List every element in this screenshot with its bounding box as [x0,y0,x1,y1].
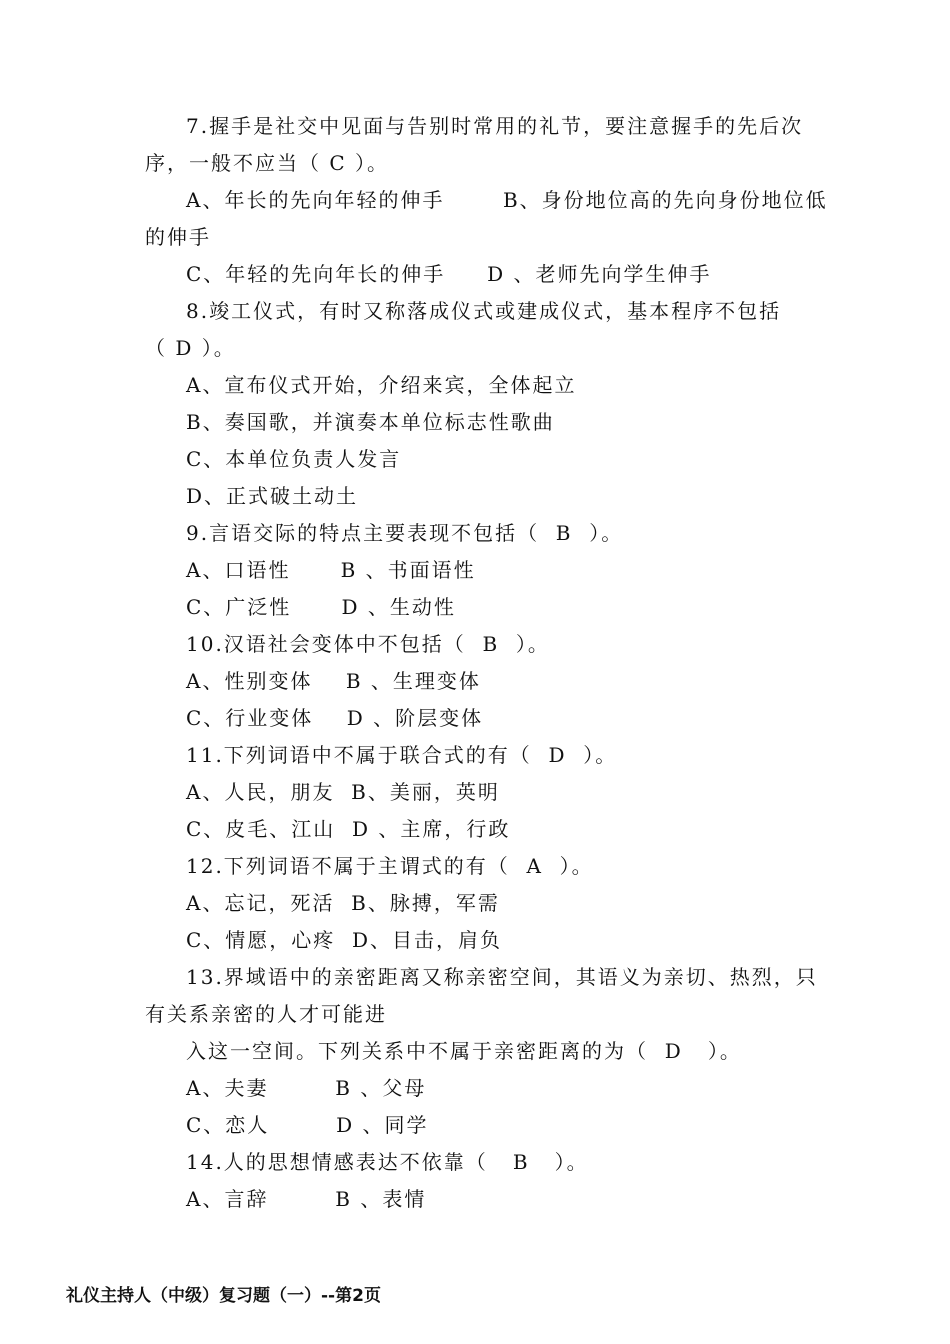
q8-stem-line1: 8.竣工仪式，有时又称落成仪式或建成仪式，基本程序不包括 [186,299,782,323]
q13-stem-line3: 入这一空间。下列关系中不属于亲密距离的为（ D ）。 [186,1039,742,1063]
q7-stem-line1: 7.握手是社交中见面与告别时常用的礼节，要注意握手的先后次 [186,114,804,138]
q8-option-a: A、宣布仪式开始，介绍来宾，全体起立 [186,373,577,397]
q7-options-ab-cont: 的伸手 [145,225,211,249]
q7-options-cd: C、年轻的先向年长的伸手 D 、老师先向学生伸手 [186,262,712,286]
q11-options-cd: C、皮毛、江山 D 、主席，行政 [186,817,511,841]
q10-options-cd: C、行业变体 D 、阶层变体 [186,706,484,730]
q8-option-c: C、本单位负责人发言 [186,447,402,471]
q14-options-ab: A、言辞 B 、表情 [186,1187,427,1211]
q8-stem-line2: （ D ）。 [145,336,236,360]
q12-options-ab: A、忘记，死活 B、脉搏，军需 [186,891,500,915]
q13-options-cd: C、恋人 D 、同学 [186,1113,429,1137]
q13-stem-line1: 13.界域语中的亲密距离又称亲密空间，其语义为亲切、热烈，只 [186,965,818,989]
q14-stem: 14.人的思想情感表达不依靠（ B ）。 [186,1150,589,1174]
q12-stem: 12.下列词语不属于主谓式的有（ A ）。 [186,854,594,878]
q10-options-ab: A、性别变体 B 、生理变体 [186,669,481,693]
q7-stem-line2: 序，一般不应当（ C ）。 [145,151,390,175]
q10-stem: 10.汉语社会变体中不包括（ B ）。 [186,632,550,656]
q8-option-d: D、正式破土动土 [186,484,359,508]
page-footer: 礼仪主持人（中级）复习题（一）--第2页 [66,1286,381,1306]
q8-option-b: B、奏国歌，并演奏本单位标志性歌曲 [186,410,555,434]
q11-options-ab: A、人民，朋友 B、美丽，英明 [186,780,500,804]
q9-stem: 9.言语交际的特点主要表现不包括（ B ）。 [186,521,624,545]
q9-options-cd: C、广泛性 D 、生动性 [186,595,456,619]
q13-options-ab: A、夫妻 B 、父母 [186,1076,427,1100]
q7-options-ab: A、年长的先向年轻的伸手 B、身份地位高的先向身份地位低 [186,188,828,212]
q9-options-ab: A、口语性 B 、书面语性 [186,558,476,582]
q11-stem: 11.下列词语中不属于联合式的有（ D ）。 [186,743,618,767]
q13-stem-line2: 有关系亲密的人才可能进 [145,1002,387,1026]
q12-options-cd: C、情愿，心疼 D、目击，肩负 [186,928,503,952]
